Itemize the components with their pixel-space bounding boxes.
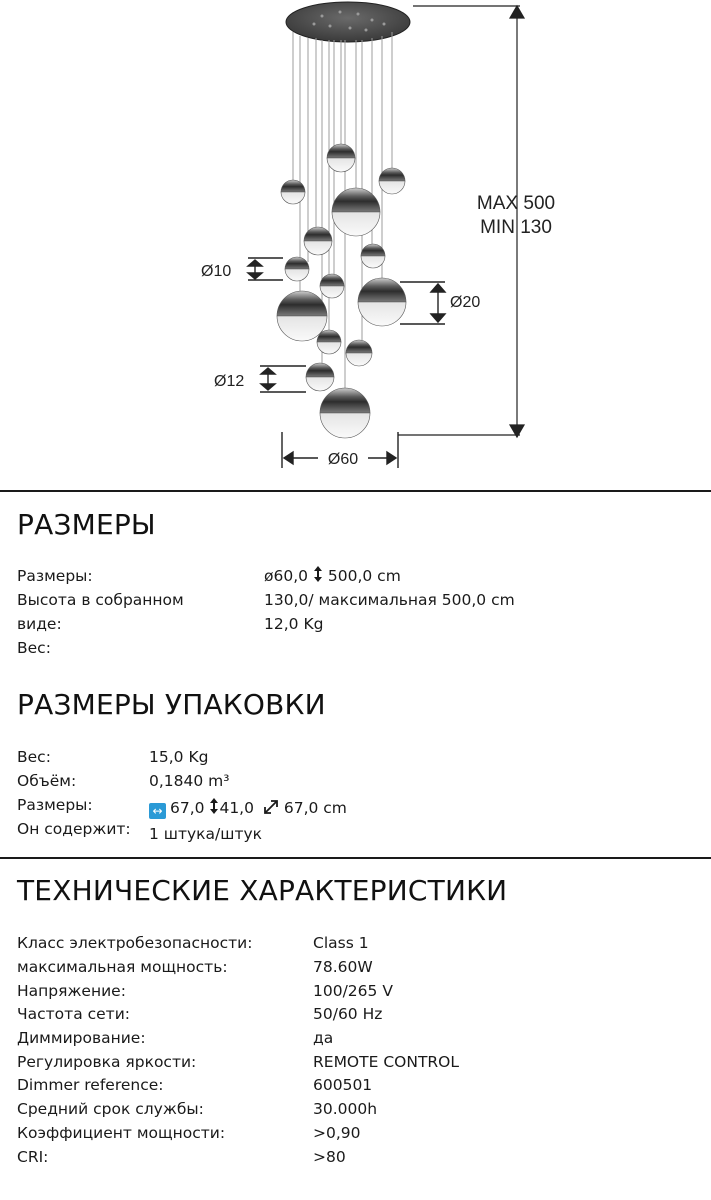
lamp-dimension-diagram <box>0 0 711 480</box>
divider <box>0 857 711 859</box>
sphere <box>285 257 309 281</box>
sphere <box>358 278 406 326</box>
package-size-value <box>149 796 347 820</box>
spec-value: Class 1 <box>313 934 369 952</box>
dia-medium-label: Ø12 <box>214 373 245 390</box>
sphere <box>332 188 380 236</box>
spec-label: CRI: <box>17 1148 49 1166</box>
spec-value: 50/60 Hz <box>313 1005 383 1023</box>
depth-arrow-icon <box>263 799 279 815</box>
sphere <box>361 244 385 268</box>
spec-label: Диммирование: <box>17 1029 146 1047</box>
packaging-title: РАЗМЕРЫ УПАКОВКИ <box>17 688 326 721</box>
technical-title: ТЕХНИЧЕСКИЕ ХАРАКТЕРИСТИКИ <box>17 874 508 907</box>
spec-value: 78.60W <box>313 958 373 976</box>
medium-sphere-dimension <box>260 366 306 392</box>
spec-label: Частота сети: <box>17 1005 130 1023</box>
package-contents-value: 1 штука/штук <box>149 825 263 843</box>
height-min-label: MIN 130 <box>480 217 552 238</box>
package-width: 67,0 <box>170 799 205 817</box>
height-arrow-icon <box>313 565 323 583</box>
package-depth: 67,0 cm <box>283 799 347 817</box>
sphere <box>306 363 334 391</box>
large-sphere-dimension <box>400 282 445 324</box>
dia-total-label: Ø60 <box>327 451 359 468</box>
height-arrow-icon <box>209 797 219 815</box>
spec-value: 30.000h <box>313 1100 378 1118</box>
divider <box>0 490 711 492</box>
assembled-height-label: Высота в собранном <box>17 591 184 609</box>
spec-value: REMOTE CONTROL <box>313 1053 460 1071</box>
small-sphere-dimension <box>248 258 283 280</box>
spec-value: >0,90 <box>313 1124 361 1142</box>
weight-label: Вес: <box>17 639 51 657</box>
sphere <box>304 227 332 255</box>
sphere <box>317 330 341 354</box>
dimensions-title: РАЗМЕРЫ <box>17 508 156 541</box>
sphere <box>320 274 344 298</box>
spec-label: максимальная мощность: <box>17 958 228 976</box>
dimensions-label: Размеры: <box>17 567 93 585</box>
package-volume-value: 0,1840 m³ <box>149 772 230 790</box>
canopy <box>286 2 410 42</box>
width-arrow-icon: ↔ <box>149 803 166 819</box>
spec-label: Коэффициент мощности: <box>17 1124 226 1142</box>
spec-value: 600501 <box>313 1076 373 1094</box>
package-size-label: Размеры: <box>17 796 93 814</box>
spheres <box>277 144 406 438</box>
package-weight-label: Вес: <box>17 748 51 766</box>
sphere <box>379 168 405 194</box>
dimensions-value <box>264 564 401 588</box>
height-value: 500,0 cm <box>327 567 401 585</box>
package-volume-label: Объём: <box>17 772 77 790</box>
package-weight-value: 15,0 Kg <box>149 748 209 766</box>
sphere <box>281 180 305 204</box>
dia-large-label: Ø20 <box>450 294 481 311</box>
sphere <box>277 291 327 341</box>
weight-value: 12,0 Kg <box>264 615 324 633</box>
package-height: 41,0 <box>219 799 254 817</box>
sphere <box>320 388 370 438</box>
assembled-height-label-cont: виде: <box>17 615 62 633</box>
spec-label: Класс электробезопасности: <box>17 934 253 952</box>
spec-value: >80 <box>313 1148 346 1166</box>
spec-label: Dimmer reference: <box>17 1076 164 1094</box>
sphere <box>346 340 372 366</box>
spec-label: Средний срок службы: <box>17 1100 204 1118</box>
spec-value: 100/265 V <box>313 982 393 1000</box>
spec-label: Регулировка яркости: <box>17 1053 197 1071</box>
spec-label: Напряжение: <box>17 982 126 1000</box>
height-max-label: MAX 500 <box>476 193 556 214</box>
assembled-height-value: 130,0/ максимальная 500,0 cm <box>264 591 515 609</box>
package-contents-label: Он содержит: <box>17 820 131 838</box>
dia-small-label: Ø10 <box>201 263 232 280</box>
spec-value: да <box>313 1029 334 1047</box>
diameter-value: ø60,0 <box>264 567 308 585</box>
sphere <box>327 144 355 172</box>
